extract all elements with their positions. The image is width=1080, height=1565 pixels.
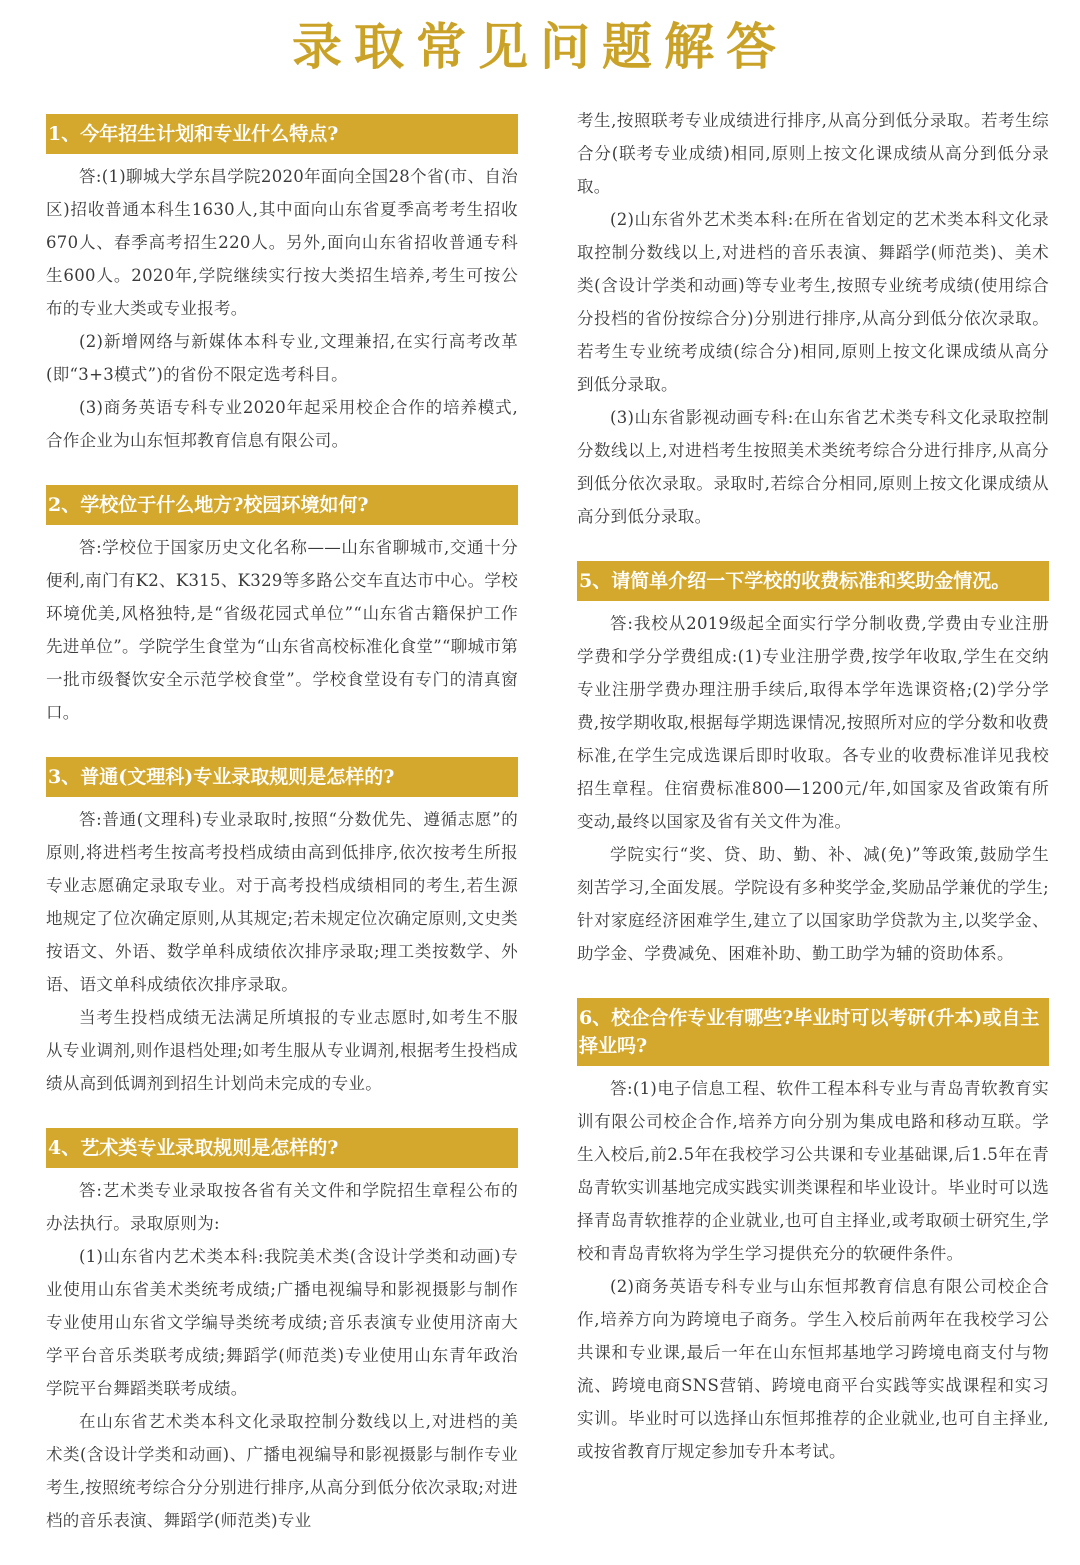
question-heading: 3、普通(文理科)专业录取规则是怎样的?	[46, 757, 518, 797]
answer-paragraph: 答:普通(文理科)专业录取时,按照“分数优先、遵循志愿”的原则,将进档考生按高考投档成绩由高到低排序,依次按考生所报专业志愿确定录取专业。对于高考投档成绩相同的考生,若生源地规定了位次确定原则,从其规定;若未规定位次确定原则,文史类按语文、外语、数学单科成绩依次排序录取;理工类按数学、外语、语文单科成绩依次排序录取。	[46, 810, 518, 994]
left-column	[46, 114, 518, 1565]
question-heading: 4、艺术类专业录取规则是怎样的?	[46, 1128, 518, 1168]
faq-section-4-continued	[577, 104, 1049, 533]
faq-section-5	[577, 561, 1049, 970]
answer-paragraph: 学院实行“奖、贷、助、勤、补、减(免)”等政策,鼓励学生刻苦学习,全面发展。学院设有多种奖学金,奖励品学兼优的学生;针对家庭经济困难学生,建立了以国家助学贷款为主,以奖学金、助学金、学费减免、困难补助、勤工助学为辅的资助体系。	[577, 845, 1049, 963]
answer-paragraph: 当考生投档成绩无法满足所填报的专业志愿时,如考生不服从专业调剂,则作退档处理;如考生服从专业调剂,根据考生投档成绩从高到低调剂到招生计划尚未完成的专业。	[46, 1008, 518, 1093]
right-column	[577, 104, 1049, 1496]
answer-paragraph: 答:我校从2019级起全面实行学分制收费,学费由专业注册学费和学分学费组成:(1)专业注册学费,按学年收取,学生在交纳专业注册学费办理注册手续后,取得本学年选课资格;(2)学分学费,按学期收取,根据每学期选课情况,按照所对应的学分数和收费标准,在学生完成选课后即时收取。各专业的收费标准详见我校招生章程。住宿费标准800—1200元/年,如国家及省政策有所变动,最终以国家及省有关文件为准。	[577, 614, 1049, 831]
question-heading: 2、学校位于什么地方?校园环境如何?	[46, 485, 518, 525]
question-heading: 1、今年招生计划和专业什么特点?	[46, 114, 518, 154]
faq-section-3	[46, 757, 518, 1100]
faq-section-2	[46, 485, 518, 729]
answer-paragraph: 答:(1)电子信息工程、软件工程本科专业与青岛青软教育实训有限公司校企合作,培养方向分别为集成电路和移动互联。学生入校后,前2.5年在我校学习公共课和专业基础课,后1.5年在青岛青软实训基地完成实践实训类课程和毕业设计。毕业时可以选择青岛青软推荐的企业就业,也可自主择业,或考取硕士研究生,学校和青岛青软将为学生学习提供充分的软硬件条件。	[577, 1079, 1049, 1263]
answer-paragraph: (2)商务英语专科专业与山东恒邦教育信息有限公司校企合作,培养方向为跨境电子商务。学生入校后前两年在我校学习公共课和专业课,最后一年在山东恒邦基地学习跨境电商支付与物流、跨境电商SNS营销、跨境电商平台实践等实战课程和实习实训。毕业时可以选择山东恒邦推荐的企业就业,也可自主择业,或按省教育厅规定参加专升本考试。	[577, 1277, 1049, 1461]
faq-section-6	[577, 998, 1049, 1468]
answer-paragraph: 在山东省艺术类本科文化录取控制分数线以上,对进档的美术类(含设计学类和动画)、广播电视编导和影视摄影与制作专业考生,按照统考综合分分别进行排序,从高分到低分依次录取;对进档的音乐表演、舞蹈学(师范类)专业	[46, 1412, 518, 1530]
page-title: 录取常见问题解答	[292, 18, 788, 76]
answer-paragraph: (2)新增网络与新媒体本科专业,文理兼招,在实行高考改革(即“3+3模式”)的省份不限定选考科目。	[46, 332, 518, 384]
answer-paragraph: 答:艺术类专业录取按各省有关文件和学院招生章程公布的办法执行。录取原则为:	[46, 1181, 518, 1233]
answer-paragraph: 答:学校位于国家历史文化名称——山东省聊城市,交通十分便利,南门有K2、K315、K329等多路公交车直达市中心。学校环境优美,风格独特,是“省级花园式单位”“山东省古籍保护工作先进单位”。学院学生食堂为“山东省高校标准化食堂”“聊城市第一批市级餐饮安全示范学校食堂”。学校食堂设有专门的清真窗口。	[46, 538, 518, 722]
answer-paragraph: 考生,按照联考专业成绩进行排序,从高分到低分录取。若考生综合分(联考专业成绩)相同,原则上按文化课成绩从高分到低分录取。	[577, 111, 1049, 196]
question-heading: 5、请简单介绍一下学校的收费标准和奖助金情况。	[577, 561, 1049, 601]
answer-paragraph: 答:(1)聊城大学东昌学院2020年面向全国28个省(市、自治区)招收普通本科生1630人,其中面向山东省夏季高考考生招收670人、春季高考招生220人。另外,面向山东省招收普通专科生600人。2020年,学院继续实行按大类招生培养,考生可按公布的专业大类或专业报考。	[46, 167, 518, 318]
faq-section-4	[46, 1128, 518, 1537]
question-heading: 6、校企合作专业有哪些?毕业时可以考研(升本)或自主择业吗?	[577, 998, 1049, 1066]
answer-paragraph: (2)山东省外艺术类本科:在所在省划定的艺术类本科文化录取控制分数线以上,对进档的音乐表演、舞蹈学(师范类)、美术类(含设计学类和动画)等专业考生,按照专业统考成绩(使用综合分投档的省份按综合分)分别进行排序,从高分到低分依次录取。若考生专业统考成绩(综合分)相同,原则上按文化课成绩从高分到低分录取。	[577, 210, 1049, 394]
faq-section-1	[46, 114, 518, 457]
answer-paragraph: (3)山东省影视动画专科:在山东省艺术类专科文化录取控制分数线以上,对进档考生按照美术类统考综合分进行排序,从高分到低分依次录取。录取时,若综合分相同,原则上按文化课成绩从高分到低分录取。	[577, 408, 1049, 526]
answer-paragraph: (3)商务英语专科专业2020年起采用校企合作的培养模式,合作企业为山东恒邦教育信息有限公司。	[46, 398, 518, 450]
answer-paragraph: (1)山东省内艺术类本科:我院美术类(含设计学类和动画)专业使用山东省美术类统考成绩;广播电视编导和影视摄影与制作专业使用山东省文学编导类统考成绩;音乐表演专业使用济南大学平台音乐类联考成绩;舞蹈学(师范类)专业使用山东青年政治学院平台舞蹈类联考成绩。	[46, 1247, 518, 1398]
